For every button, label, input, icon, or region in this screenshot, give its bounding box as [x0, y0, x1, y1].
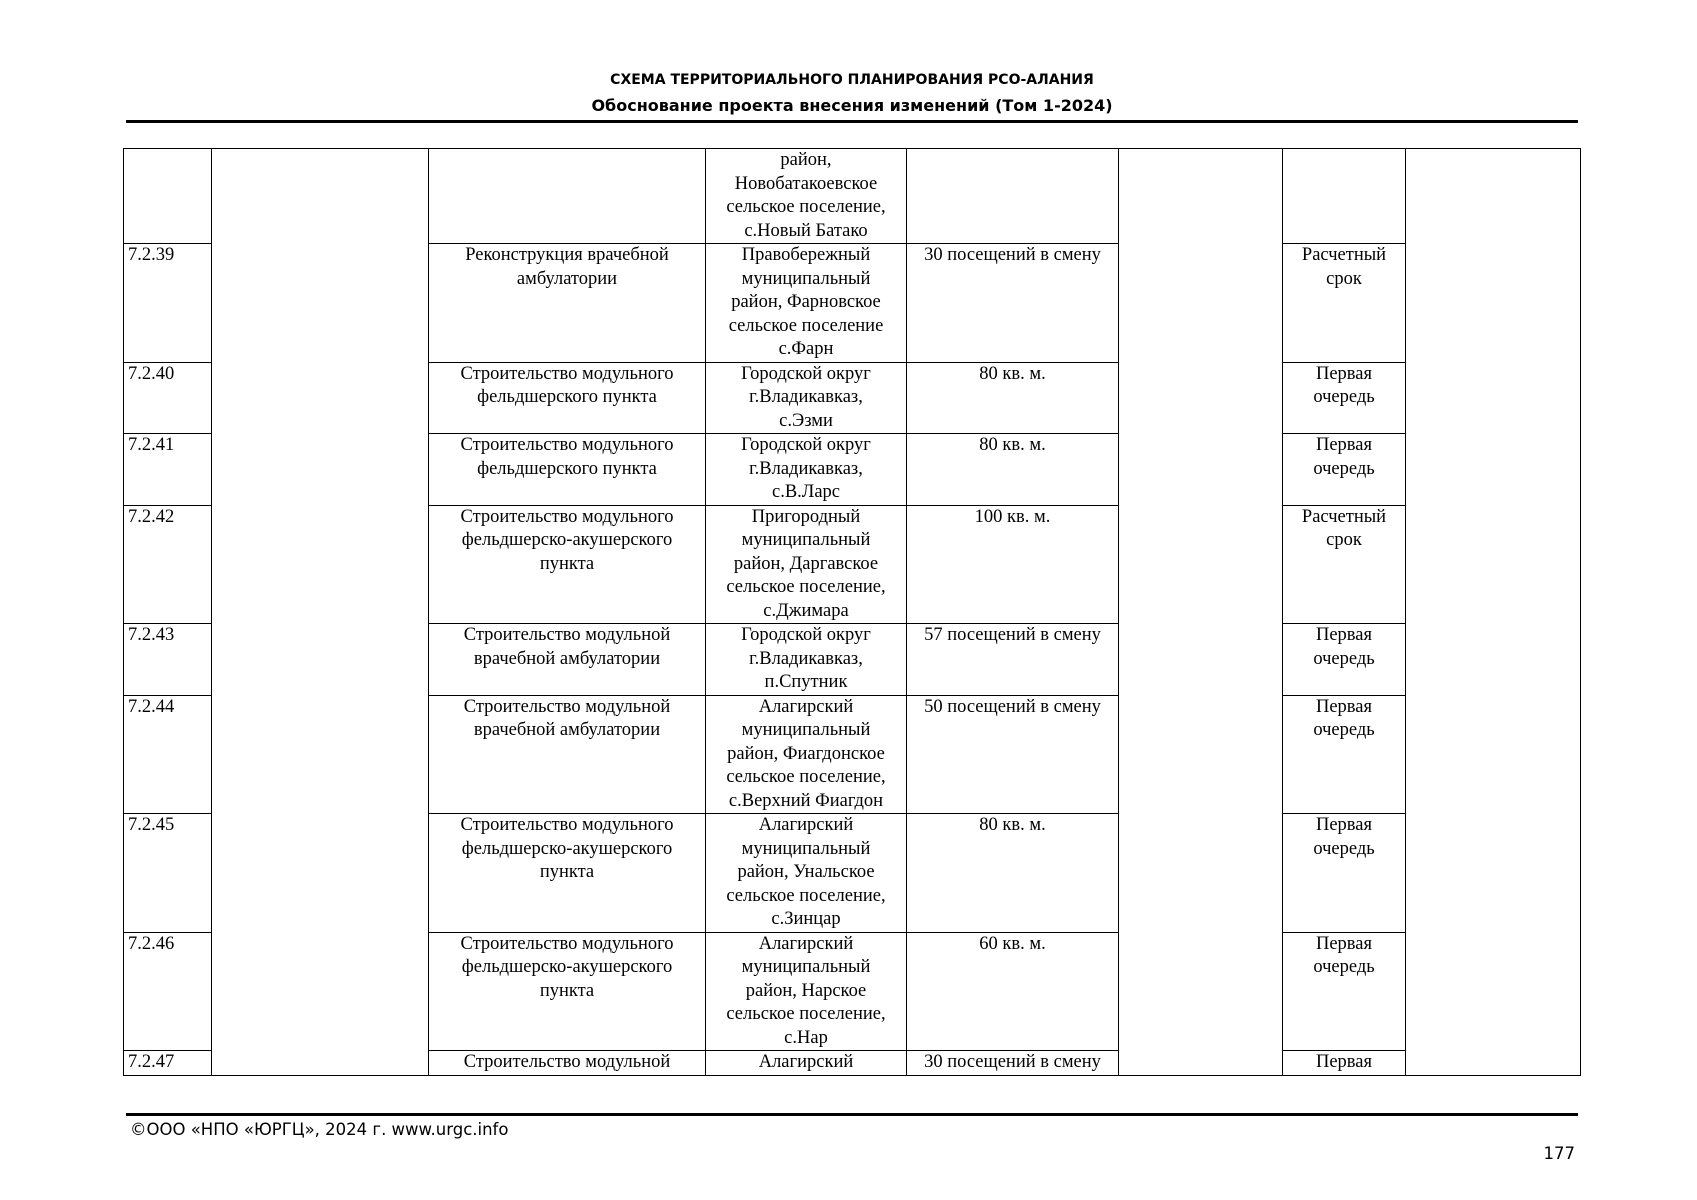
project-stage: Первая очередь — [1283, 695, 1406, 814]
project-name: Строительство модульного фельдшерского пункта — [429, 434, 706, 506]
projects-table — [123, 148, 1581, 1076]
project-stage: Первая очередь — [1283, 362, 1406, 434]
project-capacity: 100 кв. м. — [907, 505, 1119, 624]
project-location: район, Новобатакоевское сельское поселение, с.Новый Батако — [706, 149, 907, 244]
project-stage: Первая очередь — [1283, 624, 1406, 696]
project-stage: Расчетный срок — [1283, 505, 1406, 624]
merged-column-cell — [1406, 149, 1581, 1076]
project-capacity: 30 посещений в смену — [907, 244, 1119, 363]
header-rule — [126, 120, 1578, 123]
project-stage: Первая очередь — [1283, 814, 1406, 933]
page-number: 177 — [1543, 1144, 1575, 1163]
project-location: Городской округ г.Владикавказ, с.В.Ларс — [706, 434, 907, 506]
project-location: Правобережный муниципальный район, Фарновское сельское поселение с.Фарн — [706, 244, 907, 363]
project-location: Алагирский — [706, 1051, 907, 1076]
project-stage: Первая — [1283, 1051, 1406, 1076]
project-capacity: 80 кв. м. — [907, 814, 1119, 933]
project-location: Городской округ г.Владикавказ, п.Спутник — [706, 624, 907, 696]
project-name: Строительство модульной — [429, 1051, 706, 1076]
row-number: 7.2.45 — [124, 814, 212, 933]
project-stage — [1283, 149, 1406, 244]
project-capacity: 60 кв. м. — [907, 932, 1119, 1051]
project-capacity — [907, 149, 1119, 244]
document-title: СХЕМА ТЕРРИТОРИАЛЬНОГО ПЛАНИРОВАНИЯ РСО-АЛАНИЯ — [610, 72, 1094, 88]
table-row — [124, 149, 1581, 244]
project-name: Строительство модульного фельдшерско-акушерского пункта — [429, 505, 706, 624]
project-name: Строительство модульной врачебной амбулатории — [429, 695, 706, 814]
row-number — [124, 149, 212, 244]
project-stage: Первая очередь — [1283, 932, 1406, 1051]
project-name: Строительство модульного фельдшерско-акушерского пункта — [429, 932, 706, 1051]
row-number: 7.2.43 — [124, 624, 212, 696]
row-number: 7.2.42 — [124, 505, 212, 624]
project-capacity: 57 посещений в смену — [907, 624, 1119, 696]
merged-column-cell — [212, 149, 429, 1076]
project-location: Алагирский муниципальный район, Унальское сельское поселение, с.Зинцар — [706, 814, 907, 933]
project-capacity: 80 кв. м. — [907, 434, 1119, 506]
project-stage: Первая очередь — [1283, 434, 1406, 506]
project-name: Реконструкция врачебной амбулатории — [429, 244, 706, 363]
row-number: 7.2.41 — [124, 434, 212, 506]
row-number: 7.2.47 — [124, 1051, 212, 1076]
row-number: 7.2.44 — [124, 695, 212, 814]
project-location: Алагирский муниципальный район, Нарское сельское поселение, с.Нар — [706, 932, 907, 1051]
project-capacity: 50 посещений в смену — [907, 695, 1119, 814]
document-subtitle: Обоснование проекта внесения изменений (Том 1-2024) — [591, 96, 1113, 115]
project-location: Алагирский муниципальный район, Фиагдонское сельское поселение, с.Верхний Фиагдон — [706, 695, 907, 814]
project-location: Городской округ г.Владикавказ, с.Эзми — [706, 362, 907, 434]
project-capacity: 80 кв. м. — [907, 362, 1119, 434]
footer-rule — [126, 1113, 1578, 1116]
row-number: 7.2.40 — [124, 362, 212, 434]
project-name: Строительство модульного фельдшерского пункта — [429, 362, 706, 434]
project-capacity: 30 посещений в смену — [907, 1051, 1119, 1076]
row-number: 7.2.39 — [124, 244, 212, 363]
row-number: 7.2.46 — [124, 932, 212, 1051]
footer-copyright: ©ООО «НПО «ЮРГЦ», 2024 г. www.urgc.info — [130, 1120, 509, 1139]
project-location: Пригородный муниципальный район, Даргавское сельское поселение, с.Джимара — [706, 505, 907, 624]
project-stage: Расчетный срок — [1283, 244, 1406, 363]
project-name: Строительство модульного фельдшерско-акушерского пункта — [429, 814, 706, 933]
merged-column-cell — [1119, 149, 1283, 1076]
project-name — [429, 149, 706, 244]
project-name: Строительство модульной врачебной амбулатории — [429, 624, 706, 696]
